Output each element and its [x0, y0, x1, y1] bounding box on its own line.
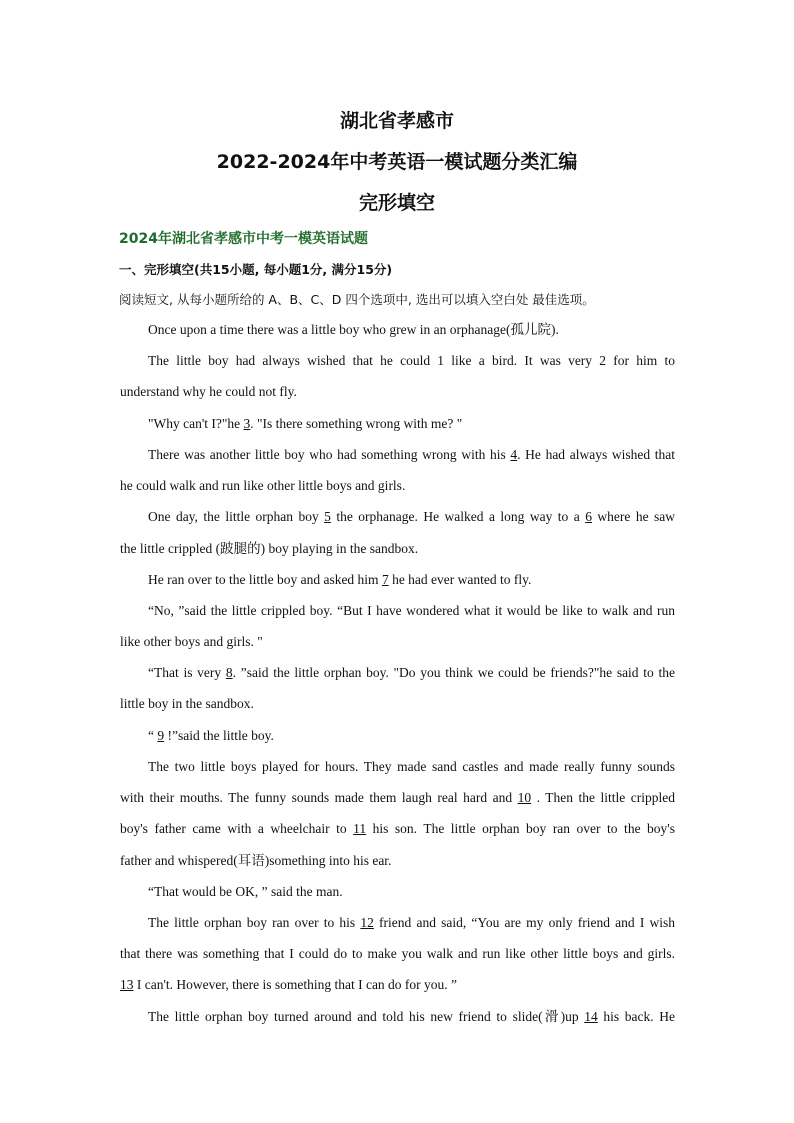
section-title: 2024年湖北省孝感市中考一模英语试题	[119, 231, 368, 247]
passage-line: The two little boys played for hours. They made sand castles and made really funny sounds	[148, 759, 675, 774]
passage-line	[120, 977, 675, 993]
passage-line: “No, ”said the little crippled boy. “But I have wondered what it would be like to walk and run	[148, 603, 675, 618]
blank-13: 13	[120, 977, 134, 992]
text-run: . He had always wished that	[517, 447, 675, 462]
text-run: One day, the little orphan boy	[148, 509, 325, 524]
text-run: his back. He	[597, 1009, 675, 1024]
blank-8: 8	[225, 665, 233, 680]
text-run: with their mouths. The funny sounds made them laugh real hard and	[120, 790, 518, 805]
blank-4: 4	[510, 447, 518, 462]
passage-line	[148, 416, 675, 432]
doc-title-main: 2022-2024年中考英语一模试题分类汇编	[216, 151, 578, 173]
text-run: . "Is there something wrong with me? "	[250, 416, 463, 431]
passage-line: father and whispered(耳语)something into his ear.	[120, 853, 392, 868]
blank-14: 14	[584, 1009, 598, 1024]
blank-11: 11	[353, 821, 367, 836]
passage-line: little boy in the sandbox.	[120, 696, 254, 711]
blank-9: 9	[157, 728, 165, 743]
passage-line	[120, 821, 675, 837]
passage-line	[148, 572, 675, 588]
text-run: The little orphan boy turned around and told his new friend to slide(滑)up	[148, 1009, 585, 1024]
passage-line: understand why he could not fly.	[120, 384, 297, 399]
passage-line: the little crippled (跛腿的) boy playing in the sandbox.	[120, 541, 419, 556]
doc-title-region: 湖北省孝感市	[339, 110, 454, 132]
passage-line	[148, 665, 675, 681]
text-run: he had ever wanted to fly.	[388, 572, 532, 587]
passage-line: that there was something that I could do to make you walk and run like other little boys and girls.	[120, 946, 675, 961]
blank-3: 3	[243, 416, 251, 431]
passage-line	[148, 447, 675, 463]
passage-line	[148, 509, 675, 525]
passage-line	[148, 1009, 675, 1025]
text-run: “	[148, 728, 158, 743]
text-run: I can't. However, there is something that I can do for you. ”	[133, 977, 458, 992]
text-run: He ran over to the little boy and asked him	[148, 572, 382, 587]
text-run: friend and said, “You are my only friend and I wish	[373, 915, 676, 930]
blank-5: 5	[324, 509, 331, 524]
passage-line: Once upon a time there was a little boy who grew in an orphanage(孤儿院).	[148, 322, 559, 337]
text-run: boy's father came with a wheelchair to	[120, 821, 354, 836]
passage-line: “That would be OK, ” said the man.	[148, 884, 343, 899]
blank-10: 10	[517, 790, 532, 805]
doc-title-topic: 完形填空	[358, 192, 435, 214]
blank-12: 12	[360, 915, 374, 930]
passage-line: The little boy had always wished that he could 1 like a bird. It was very 2 for him to	[148, 353, 675, 368]
text-run: the orphanage. He walked a long way to a	[330, 509, 586, 524]
passage-line: he could walk and run like other little boys and girls.	[120, 478, 406, 493]
text-run: There was another little boy who had something wrong with his	[148, 447, 511, 462]
text-run: !”said the little boy.	[164, 728, 274, 743]
blank-6: 6	[585, 509, 592, 524]
part-heading: 一、完形填空(共15小题, 每小题1分, 满分15分)	[119, 262, 393, 277]
passage-line	[120, 790, 675, 806]
text-run: “That is very	[148, 665, 226, 680]
text-run: . ”said the little orphan boy. "Do you think we could be friends?"he said to the	[232, 665, 675, 680]
blank-7: 7	[381, 572, 389, 587]
text-run: . Then the little crippled	[531, 790, 675, 805]
text-run: The little orphan boy ran over to his	[148, 915, 361, 930]
text-run: where he saw	[591, 509, 675, 524]
passage-line	[148, 915, 675, 931]
instructions: 阅读短文, 从每小题所给的 A、B、C、D 四个选项中, 选出可以填入空白处 最佳选项。	[119, 292, 595, 307]
passage-line	[148, 728, 675, 744]
text-run: "Why can't I?"he	[148, 416, 244, 431]
passage-line: like other boys and girls. "	[120, 634, 263, 649]
text-run: his son. The little orphan boy ran over to the boy's	[366, 821, 675, 836]
